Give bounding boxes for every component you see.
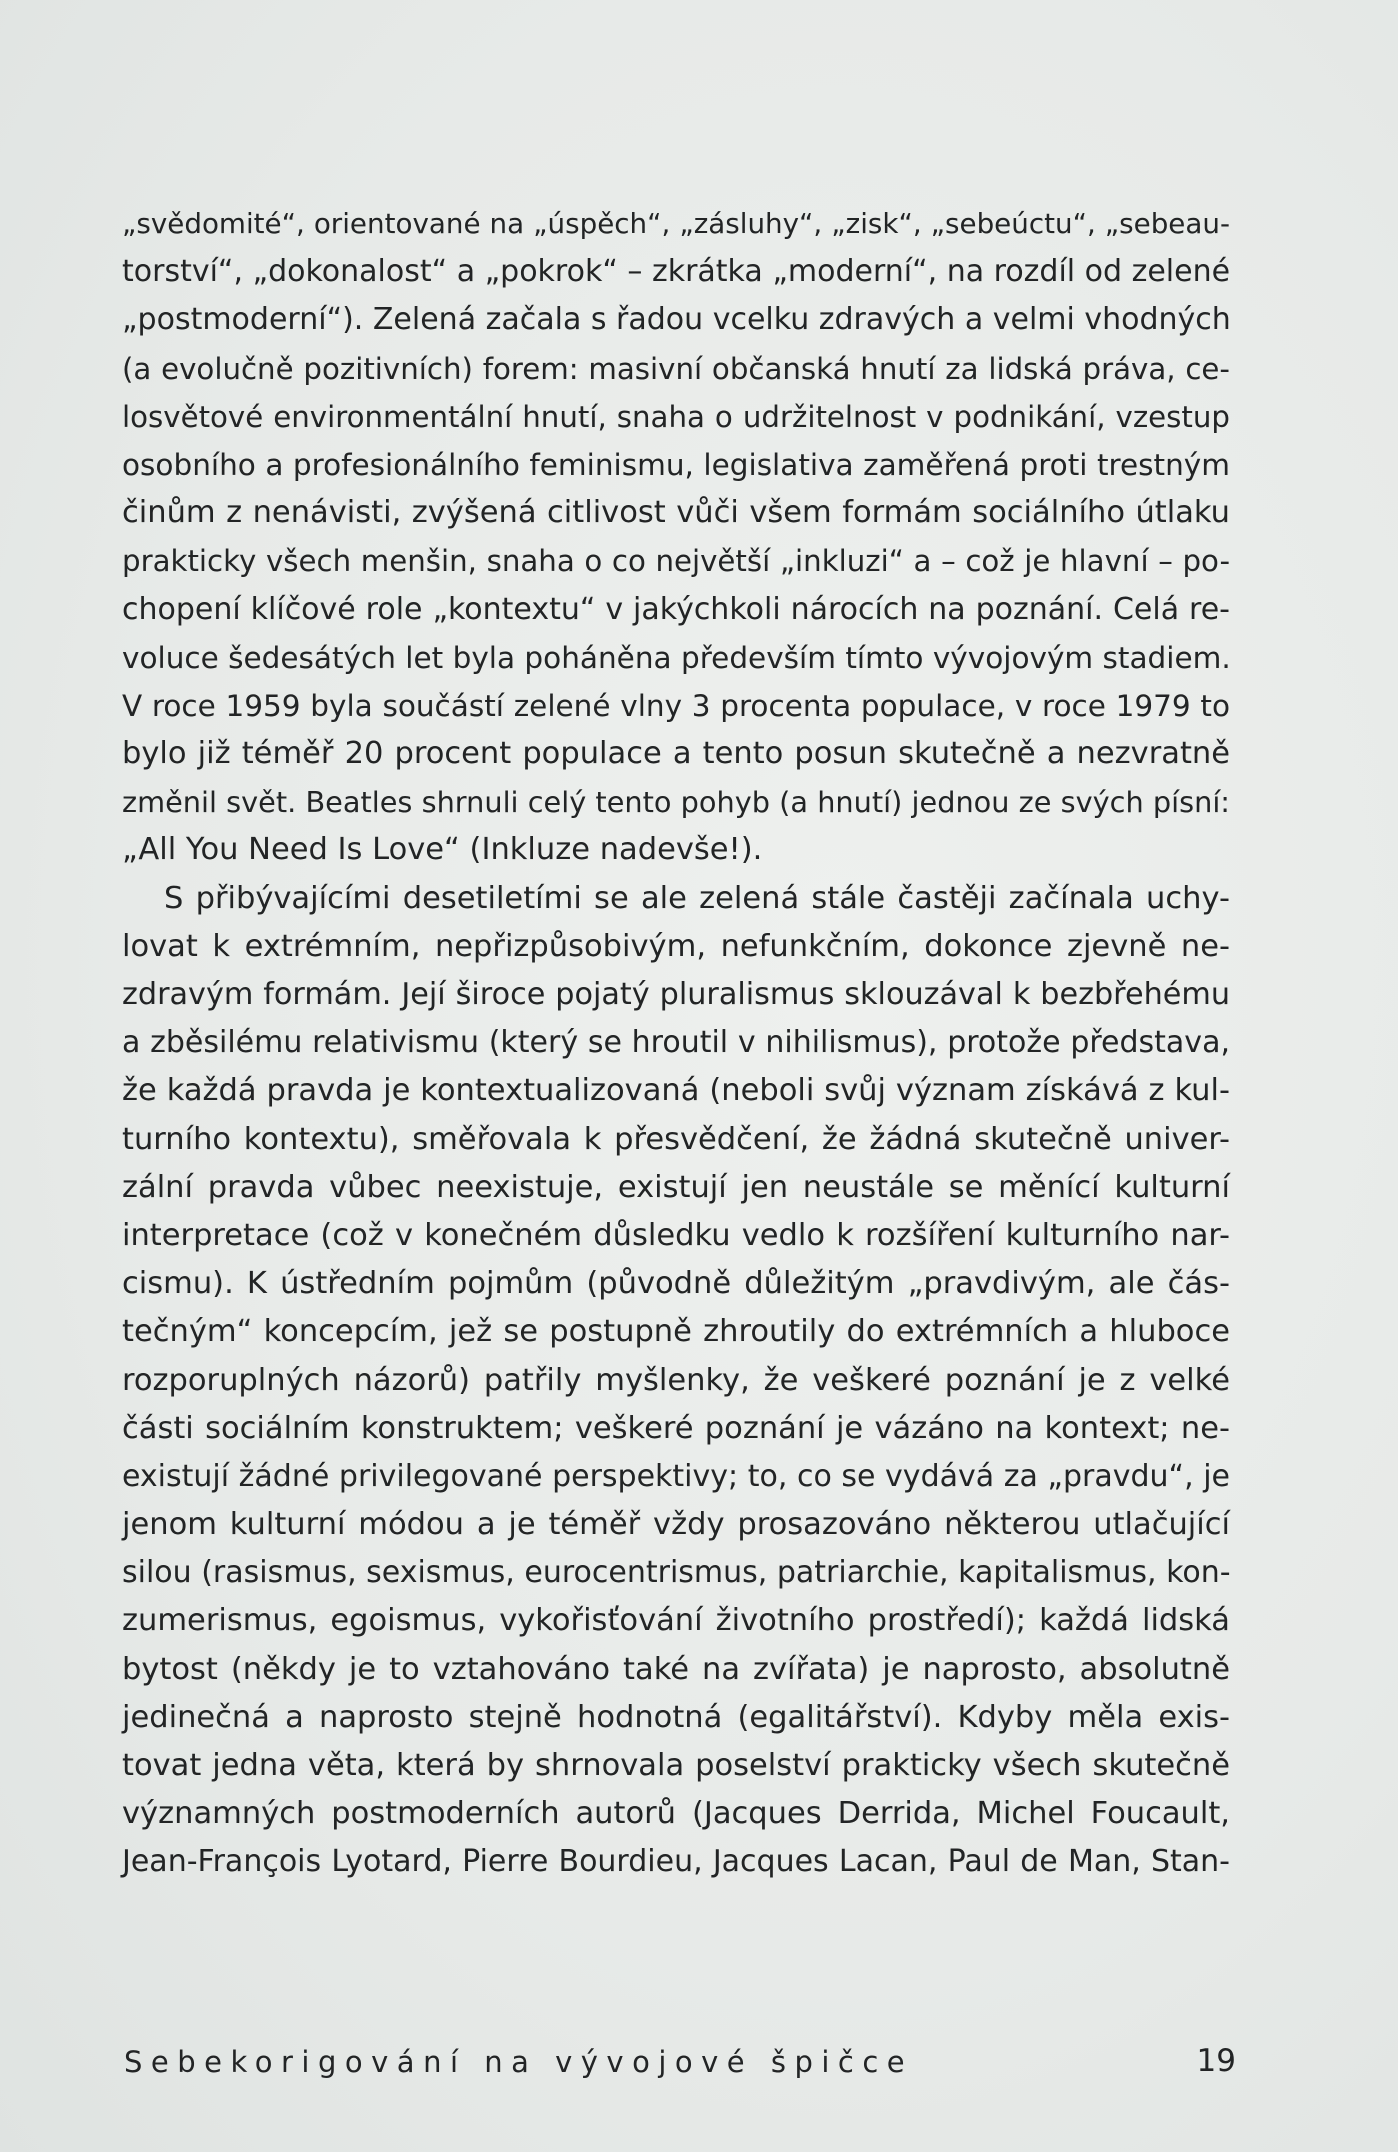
text-line: prakticky všech menšin, snaha o co největší „inkluzi“ a – což je hlavní – po-	[122, 544, 1230, 579]
text-line: cismu). K ústředním pojmům (původně důležitým „pravdivým, ale čás-	[122, 1266, 1230, 1302]
text-line: voluce šedesátých let byla poháněna především tímto vývojovým stadiem.	[122, 640, 1231, 675]
text-line: činům z nenávisti, zvýšená citlivost vůči všem formám sociálního útlaku	[122, 495, 1230, 531]
text-line: „svědomité“, orientované na „úspěch“, „zásluhy“, „zisk“, „sebeúctu“, „sebeau-	[122, 207, 1230, 240]
text-line: chopení klíčové role „kontextu“ v jakýchkoli nárocích na poznání. Celá re-	[122, 591, 1230, 627]
text-line: turního kontextu), směřovala k přesvědčení, že žádná skutečně univer-	[122, 1121, 1230, 1157]
text-line: tečným“ koncepcím, jež se postupně zhroutily do extrémních a hluboce	[122, 1314, 1230, 1350]
page-number: 19	[1196, 2043, 1236, 2079]
text-line: části sociálním konstruktem; veškeré poznání je vázáno na kontext; ne-	[122, 1410, 1230, 1446]
text-line: jedinečná a naprosto stejně hodnotná (egalitářství). Kdyby měla exis-	[122, 1699, 1230, 1735]
text-line: existují žádné privilegované perspektivy; to, co se vydává za „pravdu“, je	[122, 1458, 1230, 1494]
page-footer	[124, 2045, 1236, 2085]
text-line: a zběsilému relativismu (který se hroutil v nihilismus), protože představa,	[122, 1025, 1230, 1061]
text-line: rozporuplných názorů) patřily myšlenky, že veškeré poznání je z velké	[122, 1362, 1230, 1398]
paragraph	[122, 875, 1230, 1887]
text-line: zální pravda vůbec neexistuje, existují jen neustále se měnící kulturní	[122, 1169, 1230, 1205]
text-line: zumerismus, egoismus, vykořisťování životního prostředí); každá lidská	[122, 1603, 1230, 1639]
text-line: jenom kulturní módou a je téměř vždy prosazováno některou utlačující	[122, 1507, 1230, 1543]
text-line: bylo již téměř 20 procent populace a tento posun skutečně a nezvratně	[122, 736, 1230, 772]
text-line: losvětové environmentální hnutí, snaha o udržitelnost v podnikání, vzestup	[122, 399, 1230, 434]
text-line: lovat k extrémním, nepřizpůsobivým, nefunkčním, dokonce zjevně ne-	[122, 928, 1230, 964]
text-line: osobního a profesionálního feminismu, legislativa zaměřená proti trestným	[122, 447, 1230, 482]
text-line: S přibývajícími desetiletími se ale zelená stále častěji začínala uchy-	[164, 880, 1230, 916]
text-line: „All You Need Is Love“ (Inkluze nadevše!).	[122, 832, 763, 868]
text-line: V roce 1959 byla součástí zelené vlny 3 procenta populace, v roce 1979 to	[122, 688, 1230, 723]
text-line: tovat jedna věta, která by shrnovala poselství prakticky všech skutečně	[122, 1748, 1230, 1783]
text-line: významných postmoderních autorů (Jacques Derrida, Michel Foucault,	[122, 1796, 1230, 1832]
text-line: interpretace (což v konečném důsledku vedlo k rozšíření kulturního nar-	[122, 1217, 1230, 1253]
paragraph	[122, 200, 1230, 875]
text-line: torství“, „dokonalost“ a „pokrok“ – zkrátka „moderní“, na rozdíl od zelené	[122, 254, 1231, 290]
text-line: zdravým formám. Její široce pojatý pluralismus sklouzával k bezbřehému	[122, 977, 1230, 1012]
text-line: (a evolučně pozitivních) forem: masivní občanská hnutí za lidská práva, ce-	[122, 351, 1230, 386]
text-line: Jean-François Lyotard, Pierre Bourdieu, Jacques Lacan, Paul de Man, Stan-	[122, 1844, 1230, 1880]
text-line: bytost (někdy je to vztahováno také na zvířata) je naprosto, absolutně	[122, 1651, 1230, 1687]
running-title: Sebekorigování na vývojové špičce	[124, 2045, 914, 2079]
text-line: změnil svět. Beatles shrnuli celý tento pohyb (a hnutí) jednou ze svých písní:	[122, 785, 1230, 820]
body-text	[122, 200, 1230, 1887]
text-line: „postmoderní“). Zelená začala s řadou vcelku zdravých a velmi vhodných	[122, 302, 1231, 338]
text-line: že každá pravda je kontextualizovaná (neboli svůj význam získává z kul-	[122, 1073, 1230, 1109]
text-line: silou (rasismus, sexismus, eurocentrismus, patriarchie, kapitalismus, kon-	[122, 1555, 1231, 1591]
